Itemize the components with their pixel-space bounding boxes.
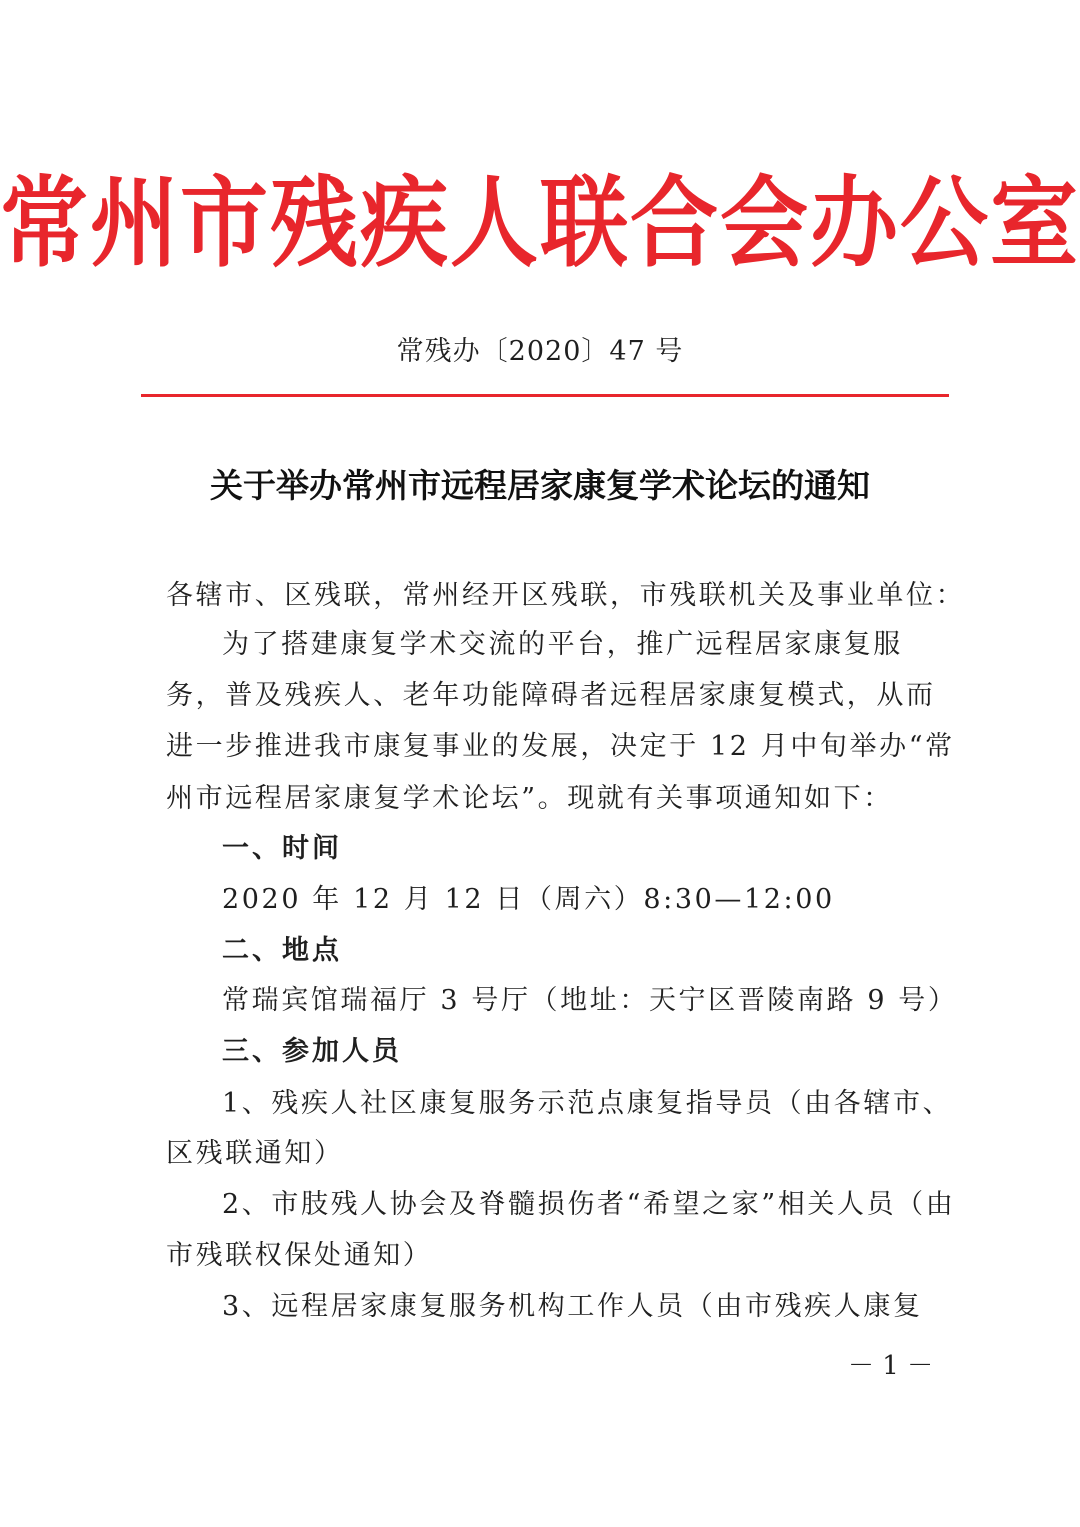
participant-item: 2、市肢残人协会及脊髓损伤者“希望之家”相关人员（由: [222, 1189, 956, 1220]
page-number: － 1 －: [848, 1351, 934, 1381]
intro-paragraph-line: 进一步推进我市康复事业的发展，决定于 12 月中旬举办“常: [166, 731, 955, 762]
intro-paragraph-line: 州市远程居家康复学术论坛”。现就有关事项通知如下：: [166, 783, 893, 814]
participant-item-continuation: 市残联权保处通知）: [166, 1240, 433, 1271]
header-divider-rule: [141, 394, 949, 397]
intro-paragraph-line: 为了搭建康复学术交流的平台，推广远程居家康复服: [222, 629, 903, 660]
event-time-text: 2020 年 12 月 12 日（周六）8:30—12:00: [222, 884, 835, 915]
notice-title: 关于举办常州市远程居家康复学术论坛的通知: [210, 466, 870, 505]
section-heading-time: 一、时间: [222, 833, 342, 864]
section-heading-place: 二、地点: [222, 935, 342, 966]
addressee-line: 各辖市、区残联，常州经开区残联，市残联机关及事业单位：: [166, 580, 966, 611]
participant-item: 1、残疾人社区康复服务示范点康复指导员（由各辖市、: [222, 1088, 953, 1119]
issuing-organization-header: 常州市残疾人联合会办公室: [0, 163, 1080, 281]
document-number: 常残办〔2020〕47 号: [396, 336, 684, 367]
participant-item-continuation: 区残联通知）: [166, 1138, 344, 1169]
participant-item: 3、远程居家康复服务机构工作人员（由市残疾人康复: [222, 1291, 923, 1322]
section-heading-participants: 三、参加人员: [222, 1036, 402, 1067]
event-place-text: 常瑞宾馆瑞福厅 3 号厅（地址：天宁区晋陵南路 9 号）: [222, 985, 958, 1016]
intro-paragraph-line: 务，普及残疾人、老年功能障碍者远程居家康复模式，从而: [166, 680, 936, 711]
